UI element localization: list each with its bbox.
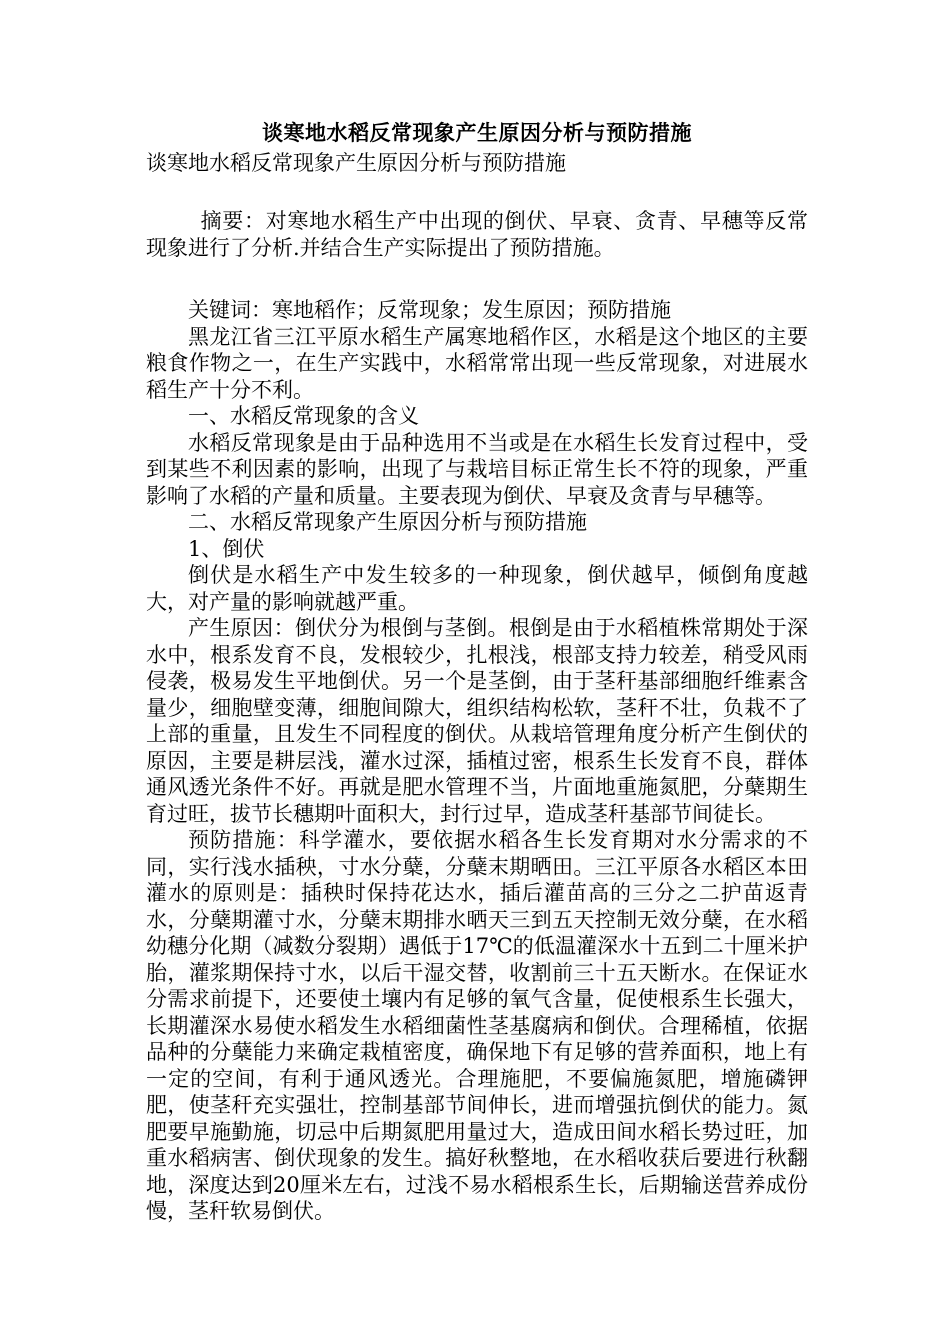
subsection-heading-lodging: 1、倒伏 [188,536,265,561]
abstract: 摘要：对寒地水稻生产中出现的倒伏、早衰、贪青、早穗等反常现象进行了分析.并结合生产实际提出了预防措施。 [146,209,808,260]
paragraph-lodging-prevention: 预防措施：科学灌水，要依据水稻各生长发育期对水分需求的不同，实行浅水插秧，寸水分蘖，分蘖末期晒田。三江平原各水稻区本田灌水的原则是：插秧时保持花达水，插后灌苗高的三分之二护苗返青水，分蘖期灌寸水，分蘖末期排水晒天三到五天控制无效分蘖，在水稻幼穗分化期（减数分裂期）遇低于17℃的低温灌深水十五到二十厘米护胎，灌浆期保持寸水，以后干湿交替，收割前三十五天断水。在保证水分需求前提下，还要使土壤内有足够的氧气含量，促使根系生长强大，长期灌深水易使水稻发生水稻细菌性茎基腐病和倒伏。合理稀植，依据品种的分蘖能力来确定栽植密度，确保地下有足够的营养面积，地上有一定的空间，有利于通风透光。合理施肥，不要偏施氮肥，增施磷钾肥，使茎秆充实强壮，控制基部节间伸长，进而增强抗倒伏的能力。氮肥要早施勤施，切忌中后期氮肥用量过大，造成田间水稻长势过旺，加重水稻病害、倒伏现象的发生。搞好秋整地，在水稻收获后要进行秋翻地，深度达到20厘米左右，过浅不易水稻根系生长，后期输送营养成份慢，茎秆软易倒伏。 [146,828,808,1223]
paragraph-intro: 黑龙江省三江平原水稻生产属寒地稻作区，水稻是这个地区的主要粮食作物之一，在生产实践中，水稻常常出现一些反常现象，对进展水稻生产十分不利。 [146,324,808,402]
document-page [146,118,808,1225]
keywords: 关键词：寒地稻作；反常现象；发生原因；预防措施 [188,298,671,322]
paragraph-lodging-intro: 倒伏是水稻生产中发生较多的一种现象，倒伏越早，倾倒角度越大，对产量的影响就越严重。 [146,563,808,614]
paragraph-lodging-causes: 产生原因：倒伏分为根倒与茎倒。根倒是由于水稻植株常期处于深水中，根系发育不良，发根较少，扎根浅，根部支持力较差，稍受风雨侵袭，极易发生平地倒伏。另一个是茎倒，由于茎秆基部细胞纤维素含量少，细胞壁变薄，细胞间隙大，组织结构松软，茎秆不壮，负栽不了上部的重量，且发生不同程度的倒伏。从栽培管理角度分析产生倒伏的原因，主要是耕层浅，灌水过深，插植过密，根系生长发育不良，群体通风透光条件不好。再就是肥水管理不当，片面地重施氮肥，分蘖期生育过旺，拔节长穗期叶面积大，封行过早，造成茎秆基部节间徒长。 [146,616,808,826]
section-heading-1: 一、水稻反常现象的含义 [188,404,419,428]
section-heading-2: 二、水稻反常现象产生原因分析与预防措施 [188,510,587,534]
document-title: 谈寒地水稻反常现象产生原因分析与预防措施 [262,120,692,145]
paragraph-definition: 水稻反常现象是由于品种选用不当或是在水稻生长发育过程中，受到某些不利因素的影响，出现了与栽培目标正常生长不符的现象，严重影响了水稻的产量和质量。主要表现为倒伏、早衰及贪青与早穗等。 [146,430,808,508]
document-subtitle: 谈寒地水稻反常现象产生原因分析与预防措施 [146,151,566,175]
